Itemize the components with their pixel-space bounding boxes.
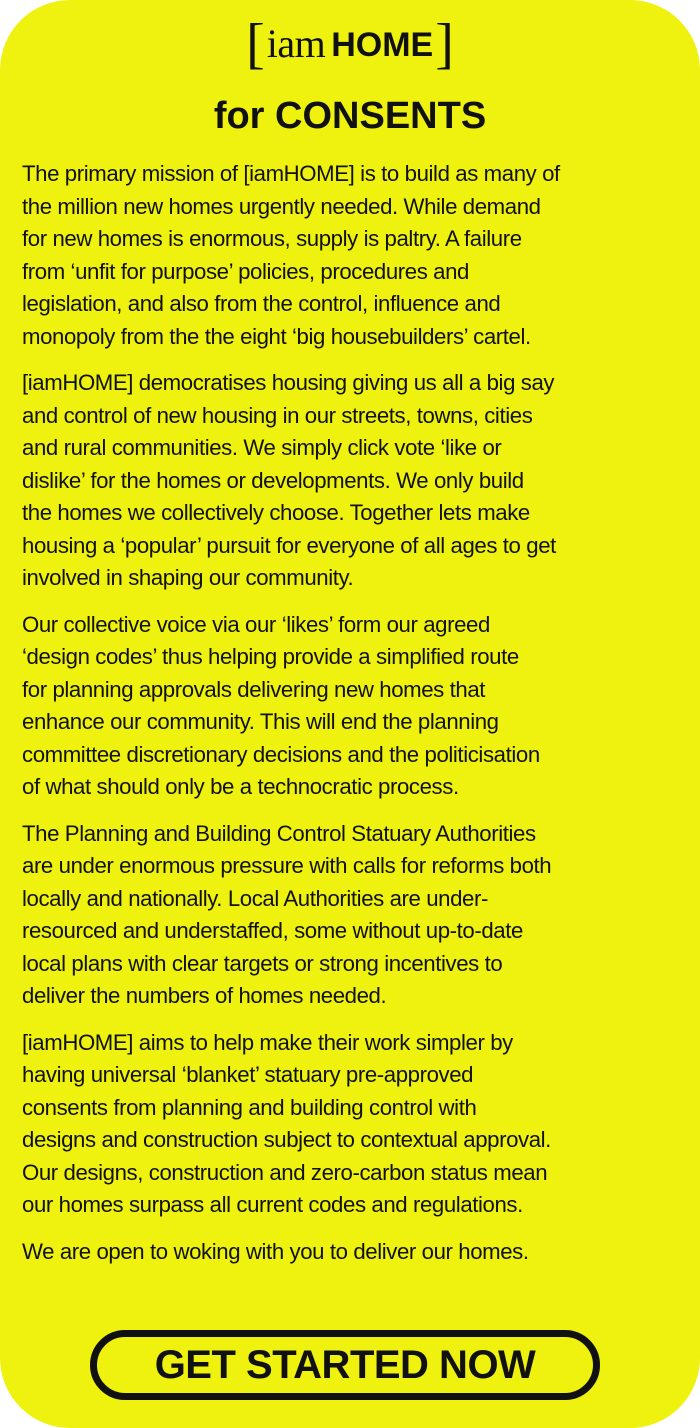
paragraph-open: We are open to woking with you to deliver our homes. xyxy=(22,1238,529,1264)
paragraph-design-codes: Our collective voice via our ‘likes’ form our agreed ‘design codes’ thus helping provide a simplified route for planning approvals delivering new homes that enhance our community. This will end the planning committee discretionary decisions and the politicisation of what should only be a technocratic process. xyxy=(22,611,540,799)
subtitle-emphasis: CONSENTS xyxy=(275,95,487,137)
subtitle-prefix: for xyxy=(213,95,265,137)
iamhome-logo xyxy=(0,14,700,74)
paragraph-authorities: The Planning and Building Control Statuary Authorities are under enormous pressure with calls for reforms both locally and nationally. Local Authorities are under- resourced and understaffed, some without up-to-date local plans with clear targets or strong incentives to deliver the numbers of homes needed. xyxy=(22,820,552,1008)
logo-bracket-open: [ xyxy=(246,13,265,75)
paragraph-mission: The primary mission of [iamHOME] is to build as many of the million new homes urgently needed. While demand for new homes is enormous, supply is paltry. A failure from ‘unfit for purpose’ policies, procedures and legislation, and also from the control, influence and monopoly from the the eight ‘big housebuilders’ cartel. xyxy=(22,161,560,349)
paragraph-democratises: [iamHOME] democratises housing giving us all a big say and control of new housing in our streets, towns, cities and rural communities. We simply click vote ‘like or dislike’ for the homes or developments. We only build the homes we collectively choose. Together lets make housing a ‘popular’ pursuit for everyone of all ages to get involved in shaping our community. xyxy=(22,370,556,590)
logo-iam: iam xyxy=(266,21,326,66)
logo-home: HOME xyxy=(331,26,434,64)
logo-bracket-close: ] xyxy=(435,13,454,75)
page-subtitle xyxy=(0,92,700,140)
get-started-button[interactable]: GET STARTED NOW xyxy=(90,1330,600,1400)
body-copy xyxy=(22,158,688,1282)
paragraph-aims: [iamHOME] aims to help make their work simpler by having universal ‘blanket’ statuary pre-approved consents from planning and building control with designs and construction subject to contextual approval. Our designs, construction and zero-carbon status mean our homes surpass all current codes and regulations. xyxy=(22,1029,551,1217)
